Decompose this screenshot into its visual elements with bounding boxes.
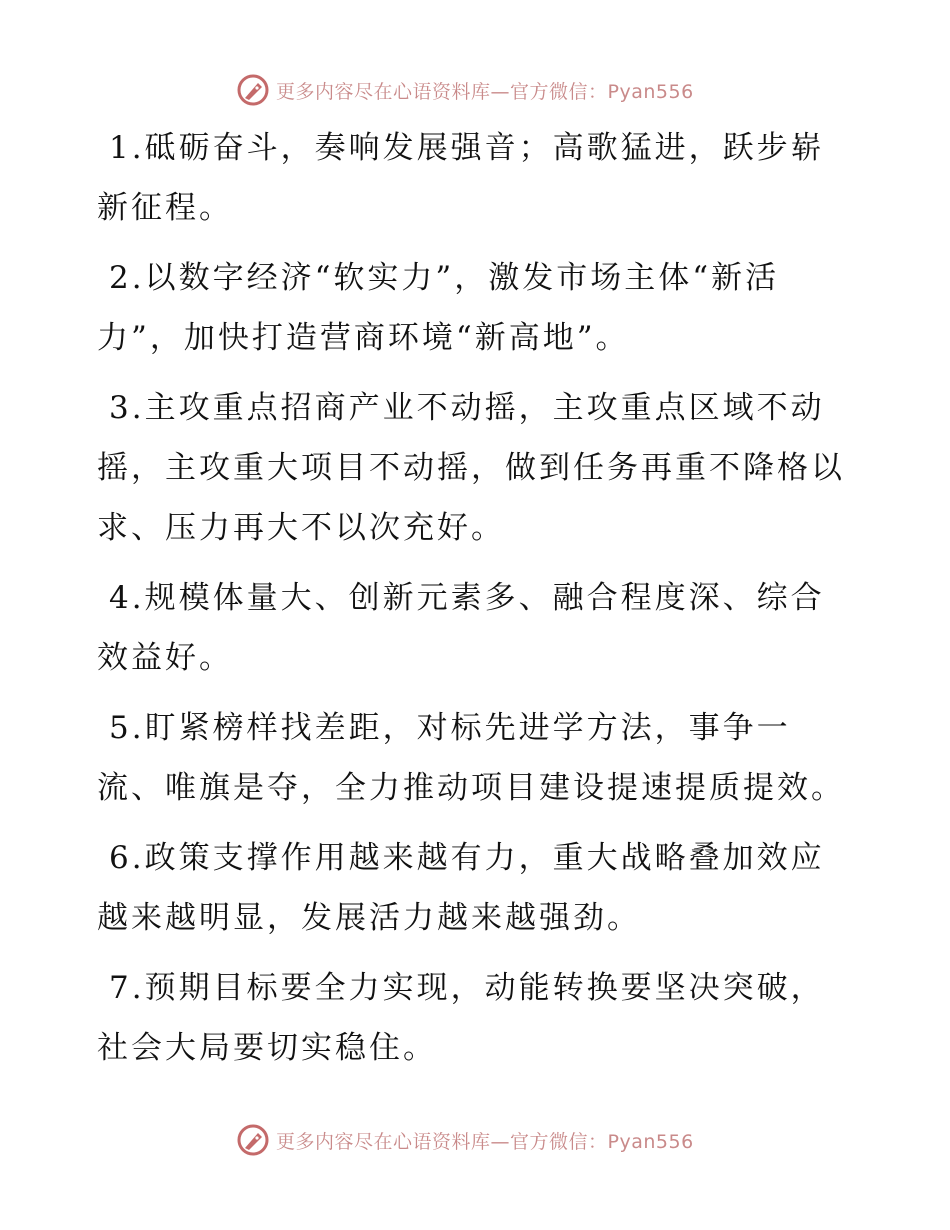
document-body — [97, 118, 857, 1088]
paragraph-6: 6.政策支撑作用越来越有力，重大战略叠加效应越来越明显，发展活力越来越强劲。 — [97, 840, 825, 936]
watermark-header — [236, 72, 694, 108]
paragraph-4: 4.规模体量大、创新元素多、融合程度深、综合效益好。 — [97, 580, 825, 676]
pen-nib-circle-icon — [236, 73, 270, 107]
paragraph-5: 5.盯紧榜样找差距，对标先进学方法，事争一流、唯旗是夺，全力推动项目建设提速提质提效。 — [97, 710, 845, 806]
paragraph-2: 2.以数字经济“软实力”，激发市场主体“新活力”，加快打造营商环境“新高地”。 — [97, 260, 780, 356]
pen-nib-circle-icon — [236, 1123, 270, 1157]
watermark-text: 更多内容尽在心语资料库—官方微信：Pyan556 — [276, 1130, 694, 1153]
watermark-text: 更多内容尽在心语资料库—官方微信：Pyan556 — [276, 80, 694, 103]
paragraph-3: 3.主攻重点招商产业不动摇，主攻重点区域不动摇，主攻重大项目不动摇，做到任务再重不降格以求、压力再大不以次充好。 — [97, 390, 845, 546]
paragraph-7: 7.预期目标要全力实现，动能转换要坚决突破，社会大局要切实稳住。 — [97, 970, 825, 1066]
watermark-footer — [236, 1122, 694, 1158]
paragraph-1: 1.砥砺奋斗，奏响发展强音；高歌猛进，跃步崭新征程。 — [97, 130, 825, 226]
